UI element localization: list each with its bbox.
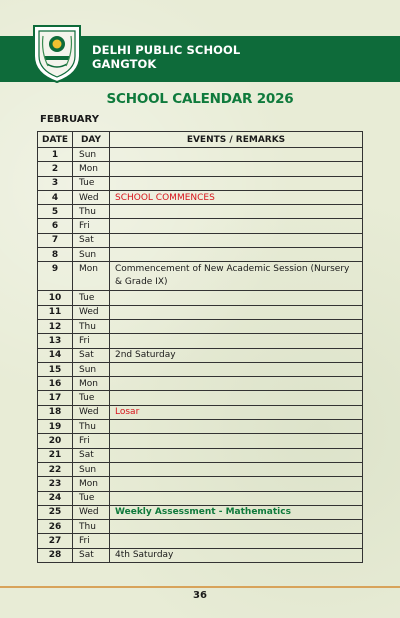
table-row [38,420,363,434]
date-cell: 21 [38,448,73,462]
date-cell: 25 [38,505,73,519]
day-cell: Mon [73,377,110,391]
event-cell [110,291,363,305]
event-cell [110,233,363,247]
table-row [38,148,363,162]
table-row [38,448,363,462]
table-row [38,491,363,505]
event-cell [110,219,363,233]
day-cell: Wed [73,190,110,204]
event-text: Weekly Assessment - Mathematics [115,507,291,518]
date-cell: 4 [38,190,73,204]
event-text: Commencement of New Academic Session (Nursery & Grade IX) [115,264,350,287]
date-cell: 10 [38,291,73,305]
date-cell: 13 [38,334,73,348]
day-cell: Mon [73,262,110,291]
date-cell: 6 [38,219,73,233]
date-cell: 22 [38,462,73,476]
day-cell: Sun [73,248,110,262]
event-text: 4th Saturday [115,550,174,561]
day-cell: Thu [73,319,110,333]
event-cell [110,505,363,519]
school-name [92,43,240,71]
table-row [38,190,363,204]
date-cell: 2 [38,162,73,176]
table-row [38,534,363,548]
event-cell [110,305,363,319]
day-cell: Sat [73,233,110,247]
day-cell: Tue [73,391,110,405]
date-cell: 24 [38,491,73,505]
date-cell: 8 [38,248,73,262]
school-name-line2: GANGTOK [92,57,157,71]
event-text: SCHOOL COMMENCES [115,192,215,203]
day-cell: Thu [73,420,110,434]
table-row [38,348,363,362]
column-header-date: DATE [38,132,73,148]
calendar-table [37,131,363,563]
event-cell [110,362,363,376]
school-name-line1: DELHI PUBLIC SCHOOL [92,43,241,57]
event-cell [110,405,363,419]
table-row [38,233,363,247]
date-cell: 20 [38,434,73,448]
day-cell: Sat [73,448,110,462]
column-header-events: EVENTS / REMARKS [110,132,363,148]
day-cell: Thu [73,205,110,219]
event-cell [110,162,363,176]
date-cell: 16 [38,377,73,391]
day-cell: Fri [73,334,110,348]
date-cell: 3 [38,176,73,190]
event-cell [110,477,363,491]
date-cell: 7 [38,233,73,247]
day-cell: Tue [73,491,110,505]
date-cell: 14 [38,348,73,362]
event-cell [110,420,363,434]
page-number: 36 [193,590,207,601]
day-cell: Wed [73,405,110,419]
table-row [38,305,363,319]
calendar-title: SCHOOL CALENDAR 2026 [106,91,294,107]
date-cell: 17 [38,391,73,405]
date-cell: 28 [38,548,73,562]
table-row [38,176,363,190]
day-cell: Sun [73,362,110,376]
table-row [38,362,363,376]
event-cell [110,448,363,462]
day-cell: Tue [73,291,110,305]
event-cell [110,377,363,391]
day-cell: Mon [73,477,110,491]
date-cell: 12 [38,319,73,333]
day-cell: Wed [73,505,110,519]
calendar-body [38,148,363,563]
event-text: 2nd Saturday [115,350,176,361]
event-cell [110,176,363,190]
event-cell [110,548,363,562]
table-row [38,334,363,348]
date-cell: 23 [38,477,73,491]
event-cell [110,348,363,362]
day-cell: Fri [73,434,110,448]
day-cell: Tue [73,176,110,190]
table-row [38,505,363,519]
date-cell: 18 [38,405,73,419]
day-cell: Sun [73,462,110,476]
column-header-day: DAY [73,132,110,148]
event-cell [110,248,363,262]
date-cell: 5 [38,205,73,219]
day-cell: Sat [73,548,110,562]
event-cell [110,205,363,219]
table-row [38,291,363,305]
table-row [38,405,363,419]
table-row [38,248,363,262]
footer-line [0,586,400,588]
event-cell [110,334,363,348]
date-cell: 26 [38,520,73,534]
table-row [38,377,363,391]
table-header-row [38,132,363,148]
day-cell: Wed [73,305,110,319]
day-cell: Fri [73,219,110,233]
day-cell: Thu [73,520,110,534]
table-row [38,262,363,291]
event-cell [110,319,363,333]
day-cell: Sat [73,348,110,362]
month-label: FEBRUARY [40,114,99,125]
event-cell [110,434,363,448]
table-row [38,434,363,448]
date-cell: 11 [38,305,73,319]
table-row [38,391,363,405]
date-cell: 1 [38,148,73,162]
event-cell [110,491,363,505]
event-cell [110,148,363,162]
event-text: Losar [115,407,140,418]
date-cell: 15 [38,362,73,376]
date-cell: 27 [38,534,73,548]
day-cell: Mon [73,162,110,176]
event-cell [110,462,363,476]
event-cell [110,534,363,548]
table-row [38,520,363,534]
school-crest-icon [30,22,84,84]
event-cell [110,520,363,534]
day-cell: Fri [73,534,110,548]
event-cell [110,262,363,291]
table-row [38,205,363,219]
table-row [38,319,363,333]
table-row [38,477,363,491]
table-row [38,462,363,476]
event-cell [110,391,363,405]
event-cell [110,190,363,204]
date-cell: 19 [38,420,73,434]
table-row [38,548,363,562]
table-row [38,162,363,176]
day-cell: Sun [73,148,110,162]
date-cell: 9 [38,262,73,291]
table-row [38,219,363,233]
